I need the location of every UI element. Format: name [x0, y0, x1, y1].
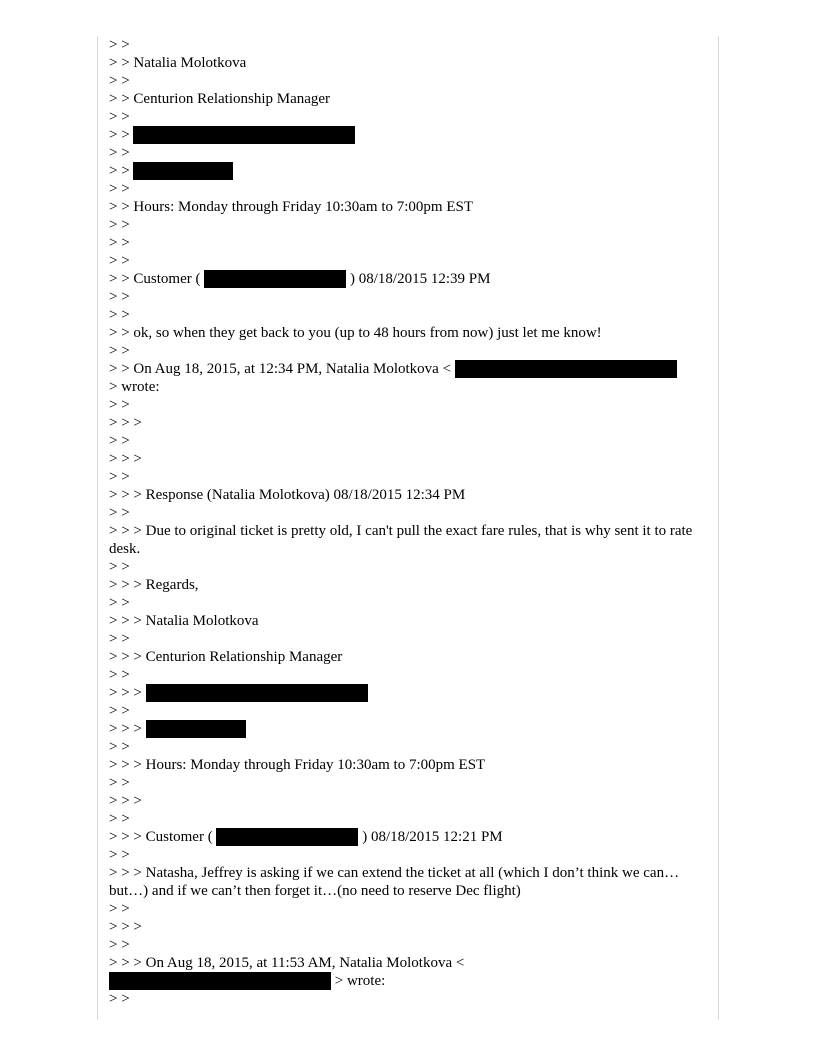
- line-text: > > > On Aug 18, 2015, at 11:53 AM, Natalia Molotkova <: [109, 955, 465, 971]
- line-text: > >: [109, 937, 130, 953]
- line-text: > >: [109, 847, 130, 863]
- redaction-box: [146, 684, 368, 702]
- email-line: [109, 558, 709, 576]
- line-text: > > >: [109, 793, 142, 809]
- redaction-box: [204, 270, 346, 288]
- email-line: [109, 144, 709, 162]
- line-text: > wrote:: [331, 973, 386, 989]
- email-line: [109, 810, 709, 828]
- line-text: > > > Centurion Relationship Manager: [109, 649, 343, 665]
- line-text: > >: [109, 235, 130, 251]
- line-text: > >: [109, 433, 130, 449]
- email-line: [109, 216, 709, 234]
- line-text: > >: [109, 109, 130, 125]
- email-line: [109, 828, 709, 846]
- email-line: [109, 792, 709, 810]
- email-line: [109, 468, 709, 486]
- line-text: > >: [109, 145, 130, 161]
- line-text: > >: [109, 181, 130, 197]
- email-line: [109, 972, 709, 990]
- email-line: [109, 54, 709, 72]
- email-line: [109, 594, 709, 612]
- email-line: [109, 918, 709, 936]
- email-line: [109, 954, 709, 972]
- line-text: ) 08/18/2015 12:21 PM: [358, 829, 503, 845]
- email-line: [109, 738, 709, 756]
- line-text: > > >: [109, 451, 142, 467]
- email-line: [109, 702, 709, 720]
- line-text: > > Natalia Molotkova: [109, 55, 247, 71]
- email-line: [109, 846, 709, 864]
- email-line: [109, 162, 709, 180]
- line-text: > >: [109, 901, 130, 917]
- email-line: [109, 342, 709, 360]
- email-line: [109, 234, 709, 252]
- email-line: [109, 324, 709, 342]
- email-line: [109, 270, 709, 288]
- email-line: [109, 774, 709, 792]
- line-text: > >: [109, 397, 130, 413]
- line-text: > >: [109, 127, 134, 143]
- line-text: ) 08/18/2015 12:39 PM: [346, 271, 491, 287]
- line-text: > >: [109, 811, 130, 827]
- redaction-box: [133, 126, 355, 144]
- redaction-box: [146, 720, 246, 738]
- email-line: [109, 72, 709, 90]
- line-text: > >: [109, 559, 130, 575]
- line-text: > > Hours: Monday through Friday 10:30am to 7:00pm EST: [109, 199, 473, 215]
- redaction-box: [133, 162, 233, 180]
- line-text: > wrote:: [109, 379, 160, 395]
- line-text: > > > Response (Natalia Molotkova) 08/18/2015 12:34 PM: [109, 487, 466, 503]
- email-line: [109, 522, 709, 558]
- line-text: > > >: [109, 919, 142, 935]
- line-text: > >: [109, 631, 130, 647]
- redaction-box: [216, 828, 358, 846]
- line-text: > >: [109, 667, 130, 683]
- email-line: [109, 198, 709, 216]
- email-line: [109, 936, 709, 954]
- line-text: > >: [109, 37, 130, 53]
- line-text: > > > Natasha, Jeffrey is asking if we can extend the ticket at all (which I don’t think we can…but…) and if we can’t then forget it…(no need to reserve Dec flight): [109, 865, 680, 899]
- email-line: [109, 432, 709, 450]
- redaction-box: [109, 972, 331, 990]
- line-text: > >: [109, 775, 130, 791]
- line-text: > > > Customer (: [109, 829, 217, 845]
- line-text: > > > Regards,: [109, 577, 199, 593]
- line-text: > >: [109, 505, 130, 521]
- email-line: [109, 306, 709, 324]
- email-thread-body: [109, 36, 709, 1008]
- email-line: [109, 90, 709, 108]
- line-text: > >: [109, 343, 130, 359]
- line-text: > >: [109, 289, 130, 305]
- email-line: [109, 864, 709, 900]
- email-line: [109, 36, 709, 54]
- line-text: > > > Hours: Monday through Friday 10:30am to 7:00pm EST: [109, 757, 486, 773]
- line-text: > > >: [109, 685, 146, 701]
- email-line: [109, 126, 709, 144]
- line-text: > >: [109, 991, 130, 1007]
- email-line: [109, 648, 709, 666]
- email-line: [109, 450, 709, 468]
- email-line: [109, 252, 709, 270]
- line-text: > >: [109, 73, 130, 89]
- email-line: [109, 108, 709, 126]
- line-text: > >: [109, 595, 130, 611]
- line-text: > > Centurion Relationship Manager: [109, 91, 331, 107]
- email-line: [109, 612, 709, 630]
- email-line: [109, 720, 709, 738]
- line-text: > >: [109, 703, 130, 719]
- line-text: > > >: [109, 721, 146, 737]
- email-line: [109, 288, 709, 306]
- email-line: [109, 630, 709, 648]
- redaction-box: [455, 360, 677, 378]
- email-line: [109, 396, 709, 414]
- email-line: [109, 378, 709, 396]
- email-line: [109, 414, 709, 432]
- line-text: > >: [109, 217, 130, 233]
- email-line: [109, 990, 709, 1008]
- line-text: > > > Due to original ticket is pretty old, I can't pull the exact fare rules, that is why sent it to rate desk.: [109, 523, 693, 557]
- email-line: [109, 180, 709, 198]
- line-text: > >: [109, 469, 130, 485]
- line-text: > >: [109, 253, 130, 269]
- line-text: > >: [109, 739, 130, 755]
- email-line: [109, 360, 709, 378]
- line-text: > >: [109, 307, 130, 323]
- email-line: [109, 504, 709, 522]
- line-text: > > > Natalia Molotkova: [109, 613, 259, 629]
- line-text: > > Customer (: [109, 271, 205, 287]
- email-line: [109, 756, 709, 774]
- line-text: > >: [109, 163, 134, 179]
- email-line: [109, 684, 709, 702]
- email-line: [109, 576, 709, 594]
- line-text: > > ok, so when they get back to you (up to 48 hours from now) just let me know!: [109, 325, 602, 341]
- line-text: > > On Aug 18, 2015, at 12:34 PM, Natalia Molotkova <: [109, 361, 455, 377]
- email-line: [109, 666, 709, 684]
- email-line: [109, 486, 709, 504]
- email-line: [109, 900, 709, 918]
- line-text: > > >: [109, 415, 142, 431]
